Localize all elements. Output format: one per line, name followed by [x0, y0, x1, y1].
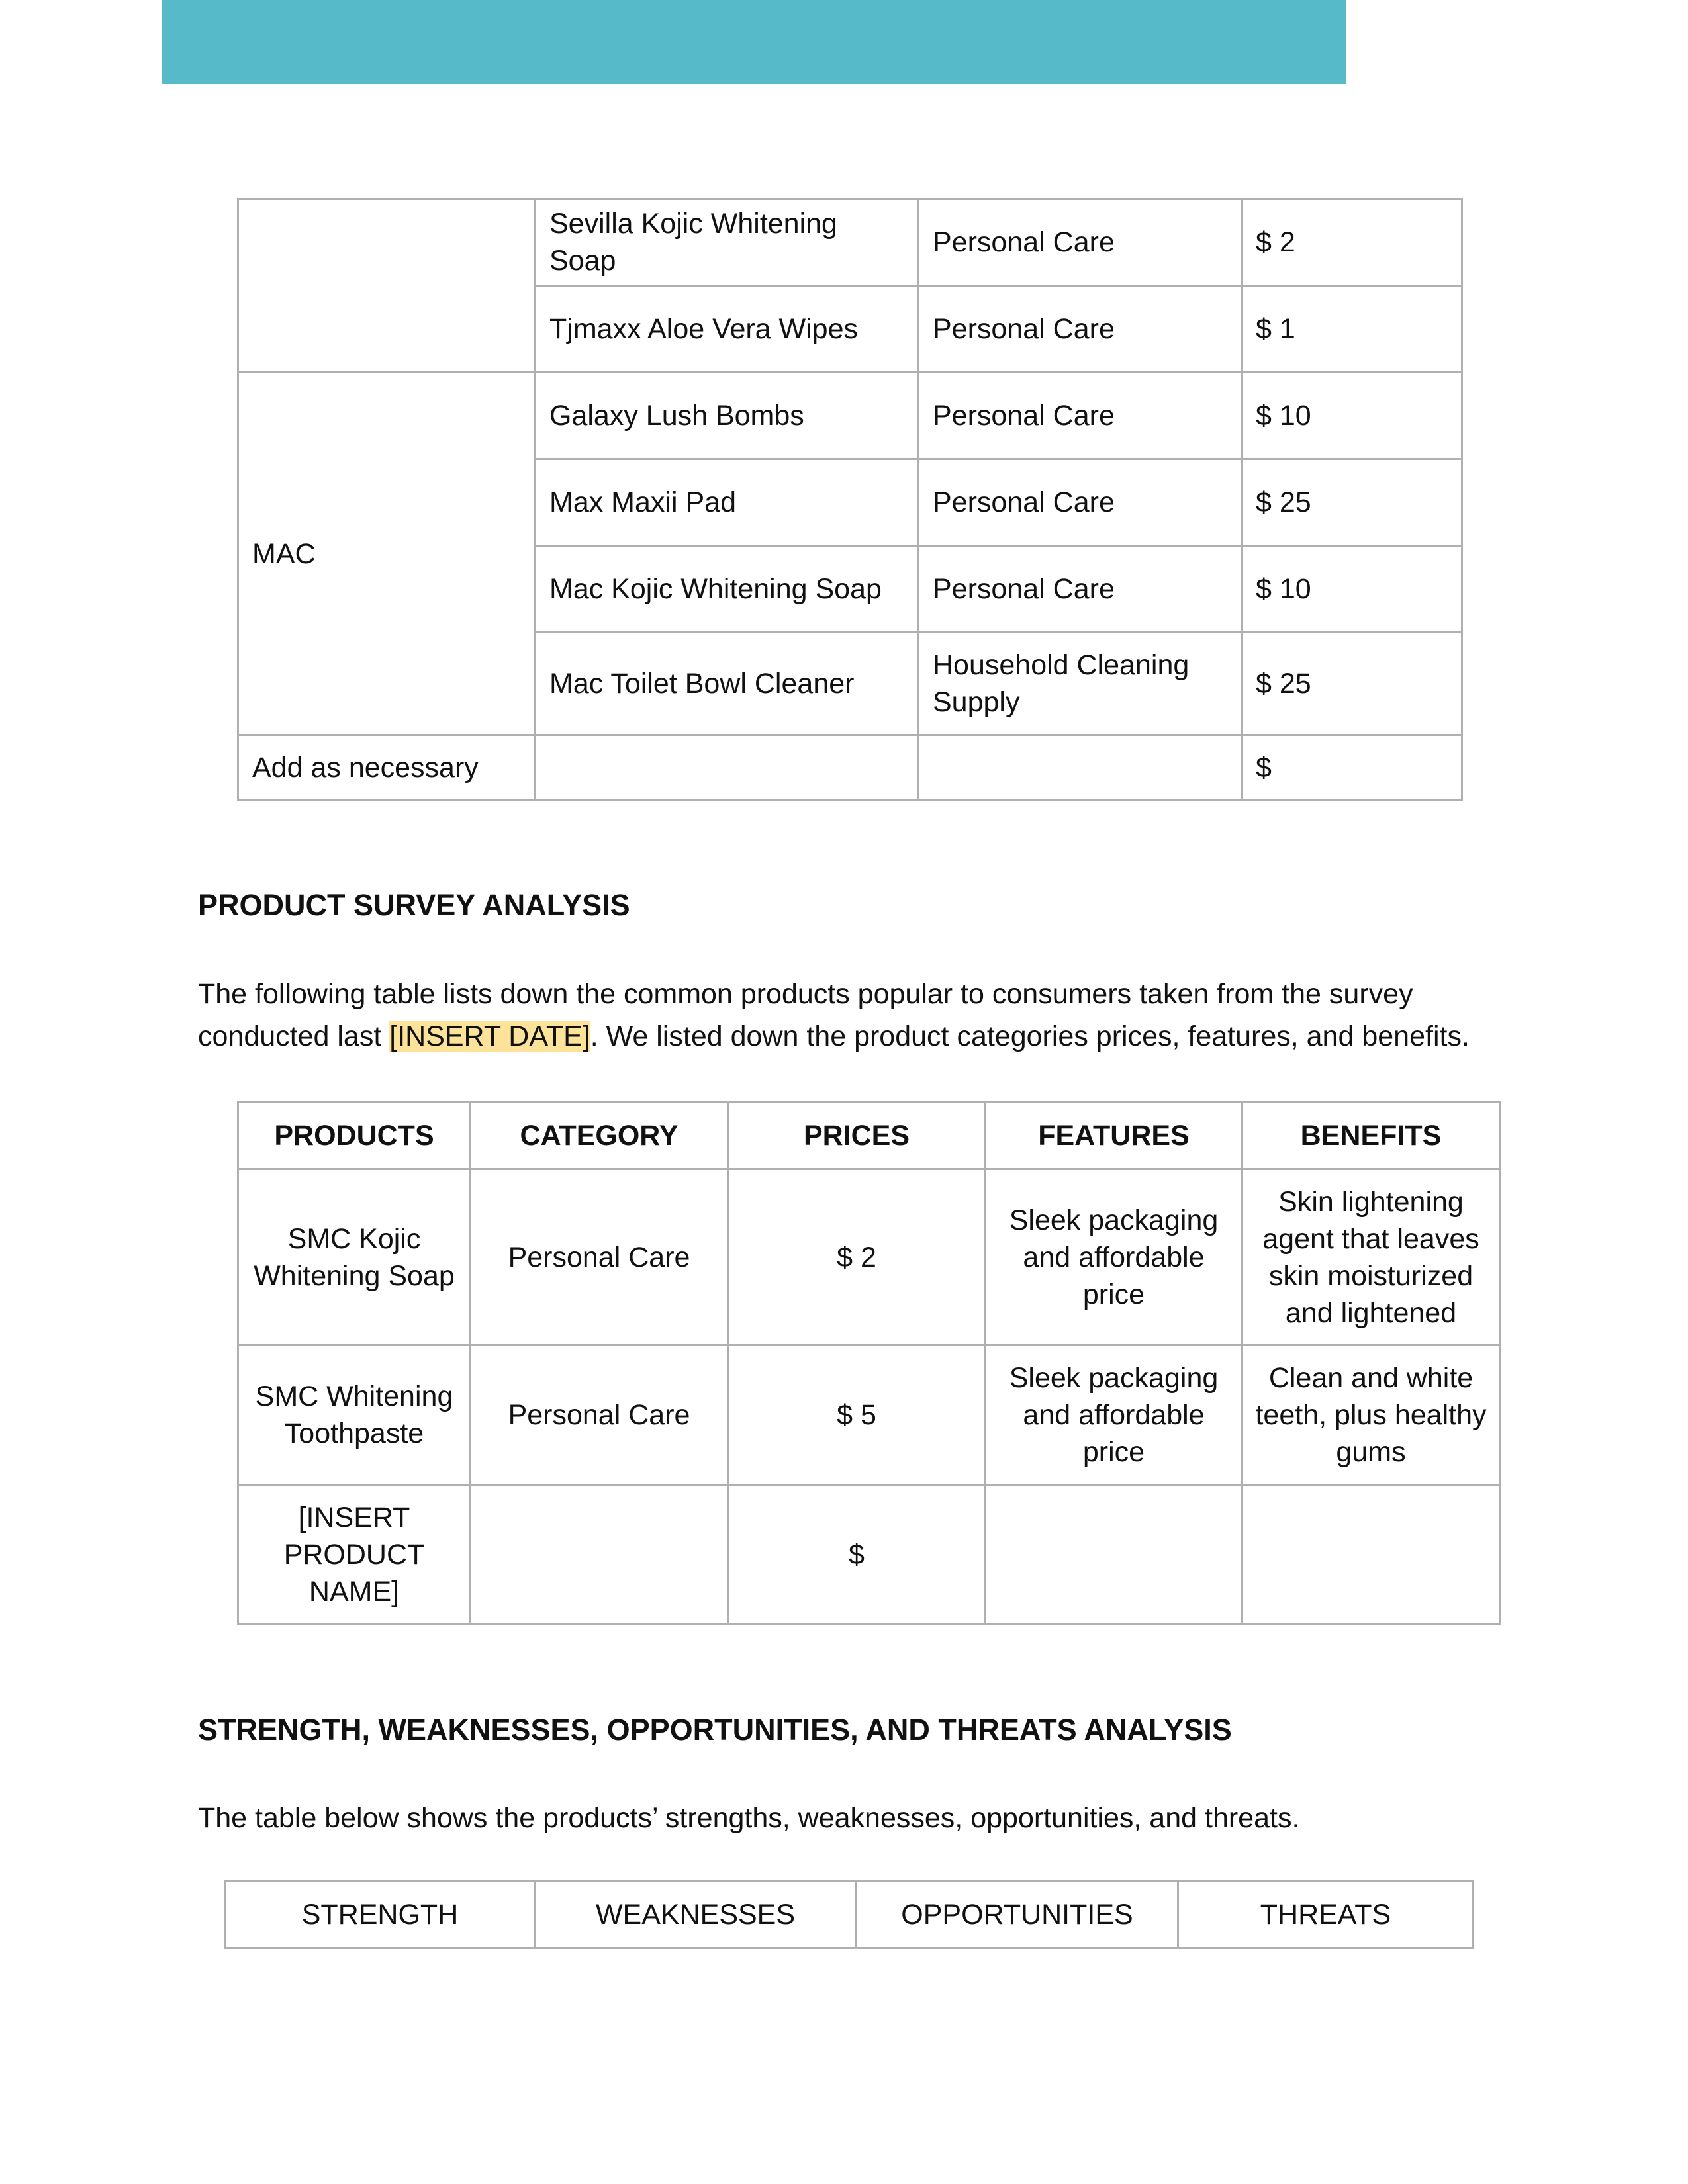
column-header-threats: THREATS — [1178, 1882, 1474, 1948]
swot-table — [224, 1880, 1474, 1949]
price-cell: $ — [1242, 735, 1462, 801]
column-header-weaknesses: WEAKNESSES — [535, 1882, 857, 1948]
table-row — [238, 1485, 1500, 1625]
category-cell: Household Cleaning Supply — [919, 633, 1242, 735]
category-cell: Personal Care — [919, 546, 1242, 633]
product-cell: Sevilla Kojic Whitening Soap — [536, 199, 919, 286]
store-cell-empty — [238, 199, 536, 373]
swot-paragraph: The table below shows the products’ strengths, weaknesses, opportunities, and threats. — [198, 1802, 1300, 1834]
product-cell: SMC Kojic Whitening Soap — [238, 1169, 471, 1345]
table-row — [238, 373, 1462, 459]
price-cell: $ 25 — [1242, 459, 1462, 546]
price-cell: $ 2 — [728, 1169, 986, 1345]
column-header-strength: STRENGTH — [226, 1882, 535, 1948]
add-as-necessary-cell: Add as necessary — [238, 735, 536, 801]
product-cell: Galaxy Lush Bombs — [536, 373, 919, 459]
inventory-table — [237, 198, 1463, 801]
benefits-cell: Skin lightening agent that leaves skin moisturized and lightened — [1243, 1169, 1500, 1345]
column-header-opportunities: OPPORTUNITIES — [857, 1882, 1178, 1948]
insert-date-placeholder: [INSERT DATE] — [389, 1021, 590, 1052]
product-cell: [INSERT PRODUCT NAME] — [238, 1485, 471, 1625]
price-cell: $ 25 — [1242, 633, 1462, 735]
empty-cell — [919, 735, 1242, 801]
price-cell: $ 5 — [728, 1345, 986, 1485]
empty-cell — [536, 735, 919, 801]
price-cell: $ 10 — [1242, 373, 1462, 459]
column-header-category: CATEGORY — [471, 1103, 728, 1169]
product-cell: Max Maxii Pad — [536, 459, 919, 546]
category-cell: Personal Care — [919, 199, 1242, 286]
column-header-products: PRODUCTS — [238, 1103, 471, 1169]
column-header-benefits: BENEFITS — [1243, 1103, 1500, 1169]
price-cell: $ 10 — [1242, 546, 1462, 633]
features-cell: Sleek packaging and affordable price — [986, 1345, 1243, 1485]
table-header-row — [226, 1882, 1474, 1948]
survey-paragraph-text: The following table lists down the common products popular to consumers taken from the survey conducted last — [198, 978, 1413, 1052]
table-row — [238, 1345, 1500, 1485]
add-row — [238, 735, 1462, 801]
product-cell: Mac Kojic Whitening Soap — [536, 546, 919, 633]
survey-heading: PRODUCT SURVEY ANALYSIS — [198, 888, 630, 922]
category-cell: Personal Care — [471, 1169, 728, 1345]
features-cell — [986, 1485, 1243, 1625]
swot-heading: STRENGTH, WEAKNESSES, OPPORTUNITIES, AND THREATS ANALYSIS — [198, 1713, 1232, 1747]
category-cell: Personal Care — [919, 459, 1242, 546]
table-row — [238, 199, 1462, 286]
price-cell: $ 1 — [1242, 286, 1462, 373]
price-cell: $ — [728, 1485, 986, 1625]
store-cell-mac: MAC — [238, 373, 536, 735]
column-header-prices: PRICES — [728, 1103, 986, 1169]
product-cell: Tjmaxx Aloe Vera Wipes — [536, 286, 919, 373]
column-header-features: FEATURES — [986, 1103, 1243, 1169]
features-cell: Sleek packaging and affordable price — [986, 1169, 1243, 1345]
survey-paragraph-text-end: . We listed down the product categories prices, features, and benefits. — [590, 1021, 1470, 1052]
benefits-cell — [1243, 1485, 1500, 1625]
benefits-cell: Clean and white teeth, plus healthy gums — [1243, 1345, 1500, 1485]
table-header-row — [238, 1103, 1500, 1169]
category-cell: Personal Care — [471, 1345, 728, 1485]
product-cell: SMC Whitening Toothpaste — [238, 1345, 471, 1485]
header-banner — [162, 0, 1346, 84]
category-cell: Personal Care — [919, 373, 1242, 459]
product-cell: Mac Toilet Bowl Cleaner — [536, 633, 919, 735]
survey-paragraph — [198, 973, 1522, 1058]
category-cell: Personal Care — [919, 286, 1242, 373]
price-cell: $ 2 — [1242, 199, 1462, 286]
category-cell — [471, 1485, 728, 1625]
table-row — [238, 1169, 1500, 1345]
survey-table — [237, 1101, 1501, 1625]
